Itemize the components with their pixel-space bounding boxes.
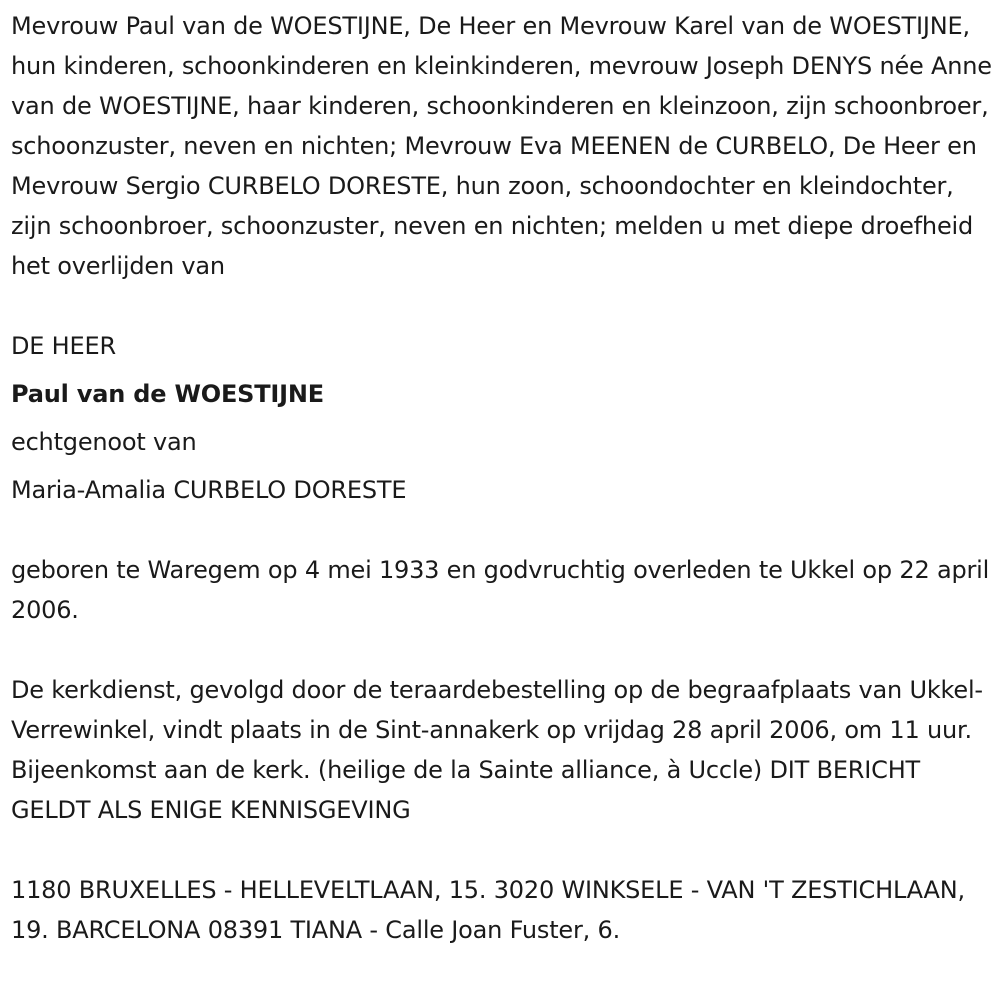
deceased-block [11,322,996,514]
spacer [11,630,996,670]
honorific-title: DE HEER [11,332,116,360]
deceased-name: Paul van de WOESTIJNE [11,380,324,408]
obituary-document [11,6,996,950]
spacer [11,510,996,550]
addresses-paragraph: 1180 BRUXELLES - HELLEVELTLAAN, 15. 3020 WINKSELE - VAN 'T ZESTICHLAAN, 19. BARCELONA 08391 TIANA - Calle Joan Fuster, 6. [11,876,965,944]
spouse-name: Maria-Amalia CURBELO DORESTE [11,476,407,504]
intro-paragraph: Mevrouw Paul van de WOESTIJNE, De Heer en Mevrouw Karel van de WOESTIJNE, hun kinderen, schoonkinderen en kleinkinderen, mevrouw Joseph DENYS née Anne van de WOESTIJNE, haar kinderen, schoonkinderen en kleinzoon, zijn schoonbroer, schoonzuster, neven en nichten; Mevrouw Eva MEENEN de CURBELO, De Heer en Mevrouw Sergio CURBELO DORESTE, hun zoon, schoondochter en kleindochter, zijn schoonbroer, schoonzuster, neven en nichten; melden u met diepe droefheid het overlijden van [11,12,992,280]
birth-death-paragraph: geboren te Waregem op 4 mei 1933 en godvruchtig overleden te Ukkel op 22 april 2006. [11,556,990,624]
service-paragraph: De kerkdienst, gevolgd door de teraardebestelling op de begraafplaats van Ukkel-Verrewinkel, vindt plaats in de Sint-annakerk op vrijdag 28 april 2006, om 11 uur. Bijeenkomst aan de kerk. (heilige de la Sainte alliance, à Uccle) DIT BERICHT GELDT ALS ENIGE KENNISGEVING [11,676,983,824]
relation-text: echtgenoot van [11,428,197,456]
spacer [11,830,996,870]
spacer [11,286,996,326]
